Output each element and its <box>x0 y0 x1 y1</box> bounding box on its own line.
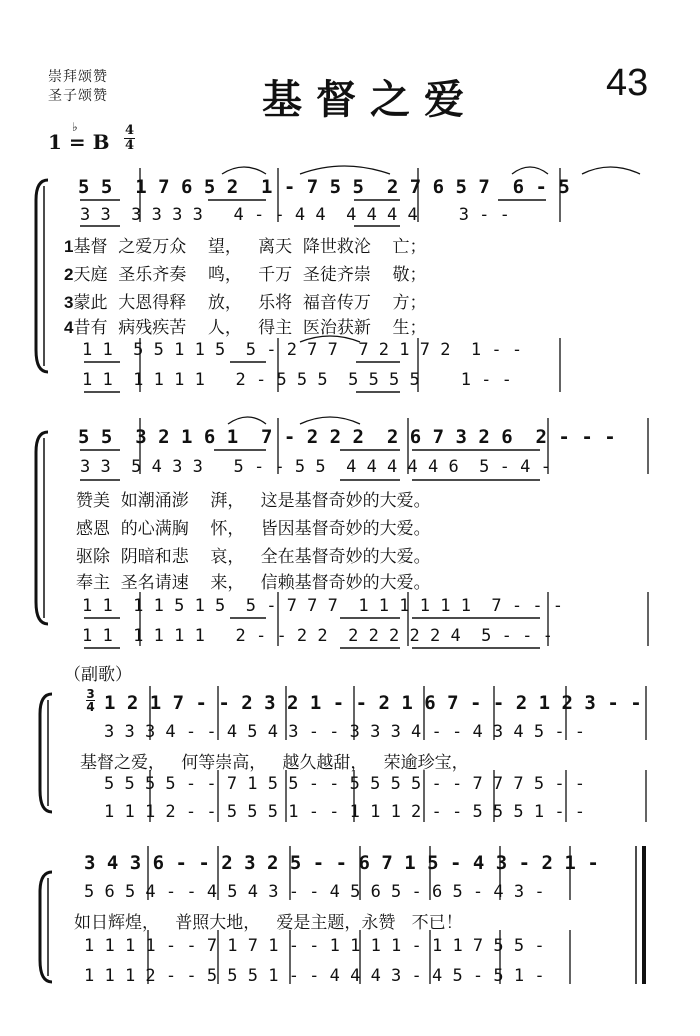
system1-verse-2: 2天庭 圣乐齐奏 鸣， 千万 圣徒齐崇 敬； <box>64 265 427 285</box>
refrain-soprano: 1 2 1 7 - - 2 3 2 1 - - 2 1 6 7 - - 2 1 2 3 - - <box>104 692 642 714</box>
system2-bass: 1 1 1 1 1 1 2 - - 2 2 2 2 2 2 2 4 5 - - - <box>82 626 553 646</box>
refrain-time-bottom: 4 <box>86 700 95 714</box>
system1-verse-1: 1基督 之爱万众 望， 离天 降世救沦 亡； <box>64 237 427 257</box>
key-signature: 1 = B <box>48 130 110 154</box>
system1-verse-3: 3蒙此 大恩得释 放， 乐将 福音传万 方； <box>64 293 427 313</box>
system2-tenor: 1 1 1 1 5 1 5 5 - 7 7 7 1 1 1 1 1 1 7 - - - <box>82 596 564 616</box>
system1-soprano: 5 5 1 7 6 5 2 1 - 7 5 5 2 7 6 5 7 6 - 5 <box>78 176 570 198</box>
system4-soprano: 3 4 3 6 - - 2 3 2 5 - - 6 7 1 5 - 4 3 - 2 1 - <box>84 852 599 874</box>
refrain-bass: 1 1 1 2 - - 5 5 5 1 - - 1 1 1 2 - - 5 5 5 1 - - <box>104 802 586 822</box>
refrain-tenor: 5 5 5 5 - - 7 1 5 5 - - 5 5 5 5 - - 7 7 7 5 - - <box>104 774 586 794</box>
system4-alto: 5 6 5 4 - - 4 5 4 3 - - 4 5 6 5 - 6 5 - 4 3 - <box>84 882 545 902</box>
system4-tenor: 1 1 1 1 - - 7 1 7 1 - - 1 1 1 1 - 1 1 7 5 5 - <box>84 936 545 956</box>
system2-soprano: 5 5 3 2 1 6 1 7 - 2 2 2 2 6 7 3 2 6 2 - - - <box>78 426 616 448</box>
system2-line-4: 奉主 圣名请速 来， 信赖基督奇妙的大爱。 <box>76 573 431 593</box>
flat-icon: ♭ <box>72 120 78 134</box>
refrain-lyrics: 基督之爱， 何等崇高， 越久越甜， 荣逾珍宝， <box>80 753 469 773</box>
refrain-time-top: 3 <box>86 687 95 701</box>
book-name-line1: 崇拜颂赞 <box>48 69 108 85</box>
system4-lyrics: 如日辉煌， 普照大地， 爱是主题，永赞 不已！ <box>74 913 463 933</box>
brace-icon <box>36 432 48 624</box>
time-signature-top: 4 <box>124 123 135 138</box>
book-name-line2: 圣子颂赞 <box>48 88 108 104</box>
brace-icon <box>40 872 52 982</box>
system1-tenor: 1 1 5 5 1 1 5 5 - 2 7 7 7 2 1 7 2 1 - - <box>82 340 523 360</box>
time-signature-bottom: 4 <box>124 138 135 153</box>
hymn-number: 43 <box>606 62 649 104</box>
system2-line-2: 感恩 的心满胸 怀， 皆因基督奇妙的大爱。 <box>76 519 431 539</box>
brace-icon <box>36 180 48 372</box>
system1-verse-4: 4昔有 病残疾苦 人， 得主 医治获新 生； <box>64 318 427 338</box>
system2-line-1: 赞美 如潮涌澎 湃， 这是基督奇妙的大爱。 <box>76 491 431 511</box>
hymn-title: 基督之爱 <box>262 77 478 123</box>
system4-bass: 1 1 1 2 - - 5 5 5 1 - - 4 4 4 3 - 4 5 - 5 1 - <box>84 966 545 986</box>
system1-alto: 3 3 3 3 3 3 4 - - 4 4 4 4 4 4 3 - - <box>80 205 510 225</box>
refrain-alto: 3 3 3 4 - - 4 5 4 3 - - 3 3 3 4 - - 4 3 4 5 - - <box>104 722 586 742</box>
system2-line-3: 驱除 阴暗和悲 哀， 全在基督奇妙的大爱。 <box>76 547 431 567</box>
system2-alto: 3 3 5 4 3 3 5 - - 5 5 4 4 4 4 4 6 5 - 4 - <box>80 457 551 477</box>
system1-bass: 1 1 1 1 1 1 2 - 5 5 5 5 5 5 5 1 - - <box>82 370 512 390</box>
refrain-label: （副歌） <box>64 665 132 685</box>
brace-icon <box>40 694 52 812</box>
